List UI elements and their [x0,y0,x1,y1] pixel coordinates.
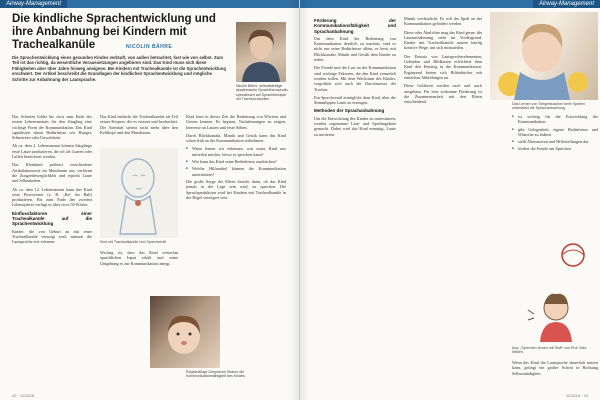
paragraph: Durch Blickkontakt, Mimik und Gestik kann das Kind schon früh an der Kommunikation teilnehmen. [186,132,286,144]
child-face-icon [150,296,220,368]
gutter-shadow [289,0,299,400]
child-trachea-icon [100,148,178,238]
bullet-list [186,146,286,176]
paragraph: Das Schreien bildet bis circa zum Ende des ersten Lebensmonats für den Säugling eine wichtige Form der Kommunikation. Das Kind signalisiert damit Bedürfnisse wie Hunger, Schmerzen oder Unwohlsein. [12,114,92,141]
paragraph: Mimik verdeutlicht. Es soll der Spaß an der Kommunikation gefördert werden. [404,16,482,27]
figure-caption: Regelmäßige Gespräche fördern die Kommunikationsfähigkeit des Kindes. [186,370,246,379]
paragraph: Ab ca. dem 12. Lebensmonat kann das Kind erste Protowörter (z. B. „Ba“ für Ball) produzieren. Bis zum Ende des zweiten Lebensjahres verfügt es über circa 50 Wörter. [12,186,92,208]
ball-icon [550,240,596,270]
paragraph: Diese oder Ähnliches mag das Kind gerne, die Lautnachahmung steht im Vordergrund. Kinder mit Trachealkanüle nutzen häufig kreative Wege, um sich mitzuteilen. [404,29,482,51]
left-column-3 [186,114,286,203]
paragraph: Die Freude und die Lust an der Kommunikation sind wichtige Faktoren, die den Kind vermittelt werden sollen. Mit dem Wachstum des Kindes, vergrößert sich auch der Durchmesser der Trachea. [314,65,396,92]
paragraph: Ab ca. dem 2. Lebensmonat können Säuglinge erste Laute produzieren, die oft als Gurren oder Lallen bezeichnet werden. [12,143,92,160]
figure-caption: Aus: „Sprechen lernen mit Stoff“ von Prof. Elke Wilken. [512,346,587,355]
paragraph: Wichtig ist, dass das Kind weiterhin sprachlichen Input erhält und seine Umgebung es zur Kommunikation anregt. [100,250,178,266]
article-author: NICOLIN BÄHRE [126,44,173,50]
author-photo [236,22,286,82]
right-page [300,0,600,400]
list-item: ■ Welche Hilfsmittel können die Kommunikation unterstützen? [186,166,286,177]
bullet-list [512,114,598,152]
subheading: Förderung der Kommunikationsfähigkeit und Sprachanbahnung [314,18,396,34]
list-item: ■ Wie kann das Kind seine Bedürfnisse ausdrücken? [186,159,286,164]
paragraph: Um dem Kind die Bedeutung von Kommunikation deutlich zu machen, sind es nicht nur seine Bedürfnisse allein, es lernt, mit Blickkontakt, Mimik und Gestik dem Kinder zu reden. [314,35,396,63]
list-item: ■ stellt Alternativen und Hilfestellungen dar [512,139,598,144]
left-section-tag: Airway-Management [0,0,67,8]
paragraph: Wenn das Kind die Lautsprache dauerhaft nutzen kann, gelingt ein großer Schritt in Richtung Selbstständigkeit. [512,360,598,376]
right-column-3-tail [512,360,598,379]
paragraph: Das Kind entdeckt die Trachealkanüle als Teil seines Körpers, die es ertastet und beobachtet. Die Atemluft strömt nicht mehr über den Kehlkopf und den Mundraum. [100,114,178,135]
paragraph: Kinder, die von Geburt an mit einer Trachealkanüle versorgt sind, müssen die Lautsprache erst erlernen. [12,228,92,245]
author-photo-caption: Nicolin Bähre, selbstständige akademische Sprachtherapeutin, spezialisiert auf Sprachtherapie mit Tracheal-kanülen [236,84,289,101]
paragraph: Um die Entwicklung des Kindes zu unterstützen, werden sogenannte Laut- und Spielangebote gemacht. Dabei wird das Kind ermutigt, Laute zu imitieren. [314,115,396,137]
right-folio: 11/2018 · 43 [565,393,588,398]
paragraph: Das Kleinkind probiert verschiedene Artikulationsorte im Mundraum aus, verformt die Zungenbeweglichkeit und erprobt Laute und Silbenketten. [12,162,92,184]
right-section-tag: Airway-Management [533,0,600,8]
conversation-photo [150,296,220,368]
paragraph: Kind lernt in dieser Zeit die Bedeutung von Wörtern und Gesten kennen. Es beginnt, Nachahmungen zu zeigen, Interesse an Lauten und erste Silben. [186,114,286,130]
gutter-shadow [300,0,310,400]
drawing-ball [550,240,596,270]
right-column-2 [404,16,482,107]
subheading: Einflussfaktoren einer Trachealkanüle auf die Sprachentwicklung [12,210,92,227]
left-folio: 42 · 11/2018 [12,393,35,398]
left-column-2-lower [100,250,178,269]
list-item: ■ fördert die Freude am Sprechen [512,146,598,151]
figure-caption: Kind mit Trachealkanüle und Sprechventil [100,240,167,244]
subheading: Methoden der Sprachanbahnung [314,108,385,114]
article-lead: Die Sprachentwicklung eines gesunden Kindes verläuft, von außen betrachtet, fast wie von selbst. Zum Teil ist das richtig, da wesentliche Voraussetzungen angeboren sind. Das Kind muss sich diese Fähigkeiten aber über Jahre hinweg aneignen. Bei Kindern mit Trachealkanüle ist die Sprachentwicklung erschwert. Der Artikel beschreibt die Grundlagen der kindlichen Sprachentwicklung und mögliche Schritte zur Anbahnung der Lautsprache. [12,55,226,82]
paragraph: Der Einsatz von Lautsprecherelementen, Gebärden und Bildkarten erleichtert dem Kind den Einstieg in die Kommunikation. Ergänzend bieten sich Bilderbücher mit einfachen Abbildungen an. [404,53,482,80]
list-item: ■ ist wichtig für die Entwicklung der Kommunikation [512,114,598,125]
figure-caption: Das Lernen von Tiergeräuschen beim Spielen unterstützt die Sprachanbahnung. [512,102,585,111]
child-playing-photo [490,12,598,100]
left-column-2 [100,114,178,138]
left-column-1 [12,114,92,248]
drawing-child-speaking [526,290,586,342]
list-item: ■ Wann lernen wir erkennen, was unser Kind uns mitteilen möchte, bevor es sprechen kann? [186,146,286,157]
author-portrait-icon [236,22,286,82]
paragraph: Die große Sorge der Eltern besteht darin, ob das Kind jemals in der Lage sein wird, zu sprechen. Die Sprachproduktion wird bei Kindern mit Trachealkanüle in der Regel verzögert sein. [186,178,286,200]
article-headline: Die kindliche Sprachentwicklung und ihre Anbahnung bei Kindern mit Trachealkanüle [12,13,216,51]
speaking-child-icon [526,290,586,342]
right-column-1 [314,16,396,140]
right-column-3 [512,114,598,154]
paragraph: Diese Gefahren werden nach und nach ausgebaut. Für eine wirksame Förderung ist die Zusammenarbeit mit den Eltern entscheidend. [404,83,482,105]
paragraph: Ein Sprechventil ermöglicht dem Kind, über die Stimmlippen Laute zu erzeugen. [314,94,396,106]
list-item: ■ gibt Gelegenheit, eigene Bedürfnisse und Wünsche zu äußern [512,127,598,138]
child-illustration [100,148,178,238]
playing-child-icon [490,12,598,100]
